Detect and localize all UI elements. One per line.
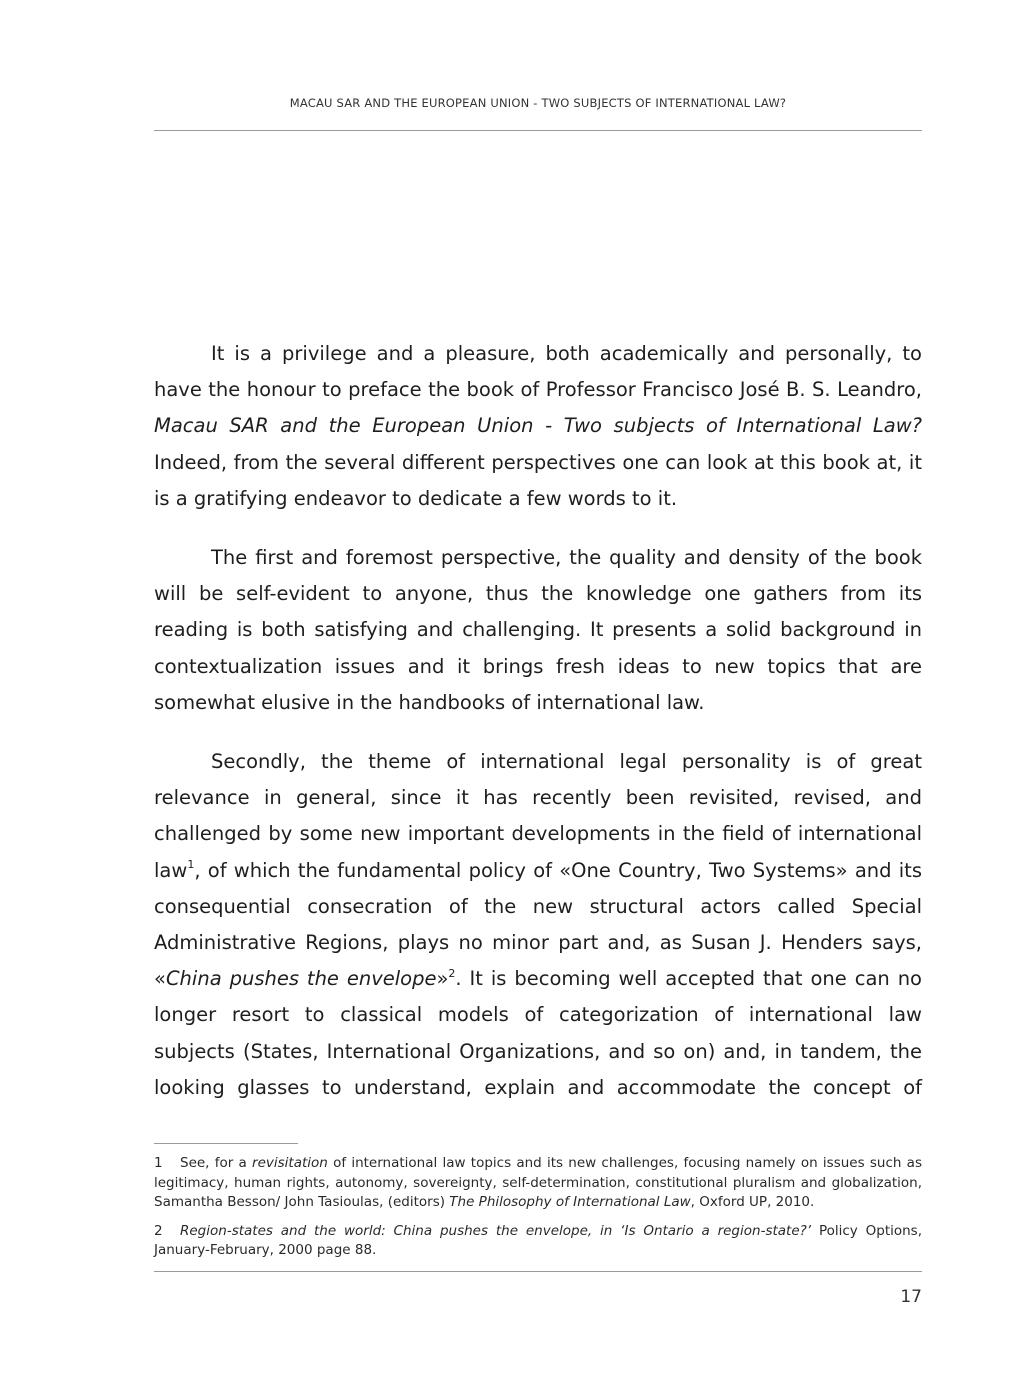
footnote-ref-1[interactable]: 1 (187, 858, 195, 872)
footnote-2-text: Policy Options, January-February, 2000 page 88. (154, 1222, 923, 1258)
footnote-2-italic: Region-states and the world: China pushes the envelope, in ‘Is Ontario a region-state?’ (180, 1222, 812, 1239)
footer-divider (154, 1271, 922, 1272)
paragraph-1 (154, 336, 922, 517)
paragraph-3-text-a: Secondly, the theme of international legal personality is of great relevance in general, since it has recently been revisited, revised, and challenged by some new important developments in the field of international law (154, 750, 922, 882)
footnote-1-italic-a: revisitation (252, 1155, 328, 1171)
header-divider (154, 130, 922, 131)
paragraph-2: The first and foremost perspective, the quality and density of the book will be self-evident to anyone, thus the knowledge one gathers from its reading is both satisfying and challenging. It presents a solid background in contextualization issues and it brings fresh ideas to new topics that are somewhat elusive in the handbooks of international law. (154, 546, 922, 714)
paragraph-3-text-d: . It is becoming well accepted that one can no longer resort to classical models of categorization of international law subjects (States, International Organizations, and so on) and, in tandem, the looking glasses to understand, explain and accommodate the concept of (154, 967, 922, 1099)
footnote-1-italic-b: The Philosophy of International Law (449, 1194, 691, 1210)
footnote-1-text-a: See, for a (180, 1155, 253, 1171)
quote-china: China pushes the envelope (165, 967, 437, 991)
paragraph-1-text-a: It is a privilege and a pleasure, both academically and personally, to have the honour to preface the book of Professor Francisco José B. S. Leandro, (154, 342, 922, 402)
footnote-divider (154, 1143, 298, 1144)
footnote-2 (154, 1222, 922, 1261)
paragraph-1-text-b: Indeed, from the several different perspectives one can look at this book at, it is a gratifying endeavor to dedicate a few words to it. (154, 450, 922, 510)
page-number: 17 (900, 1287, 922, 1307)
footnote-ref-2[interactable]: 2 (448, 966, 456, 980)
footnote-1-text-b: of international law topics and its new challenges, focusing namely on issues such as legitimacy, human rights, autonomy, sovereignty, self-determination, constitutional pluralism and globalization, Samantha Besson/ John Tasioulas, (editors) (154, 1155, 922, 1210)
paragraph-3-text-c: » (436, 967, 449, 991)
paragraph-3-text-b: , of which the fundamental policy of «One Country, Two Systems» and its consequential consecration of the new structural actors called Special Administrative Regions, plays no minor part and, as Susan J. Henders says, « (154, 858, 922, 991)
book-title: Macau SAR and the European Union - Two subjects of International Law? (154, 414, 922, 438)
running-header: MACAU SAR AND THE EUROPEAN UNION - TWO SUBJECTS OF INTERNATIONAL LAW? (289, 96, 787, 110)
footnote-number: 1 (154, 1155, 163, 1171)
footnote-number: 2 (154, 1222, 163, 1239)
paragraph-3 (154, 744, 922, 1106)
footnote-1 (154, 1154, 922, 1213)
footnotes (154, 1154, 922, 1270)
body-text (154, 336, 922, 1106)
footnote-1-text-c: , Oxford UP, 2010. (690, 1194, 815, 1210)
